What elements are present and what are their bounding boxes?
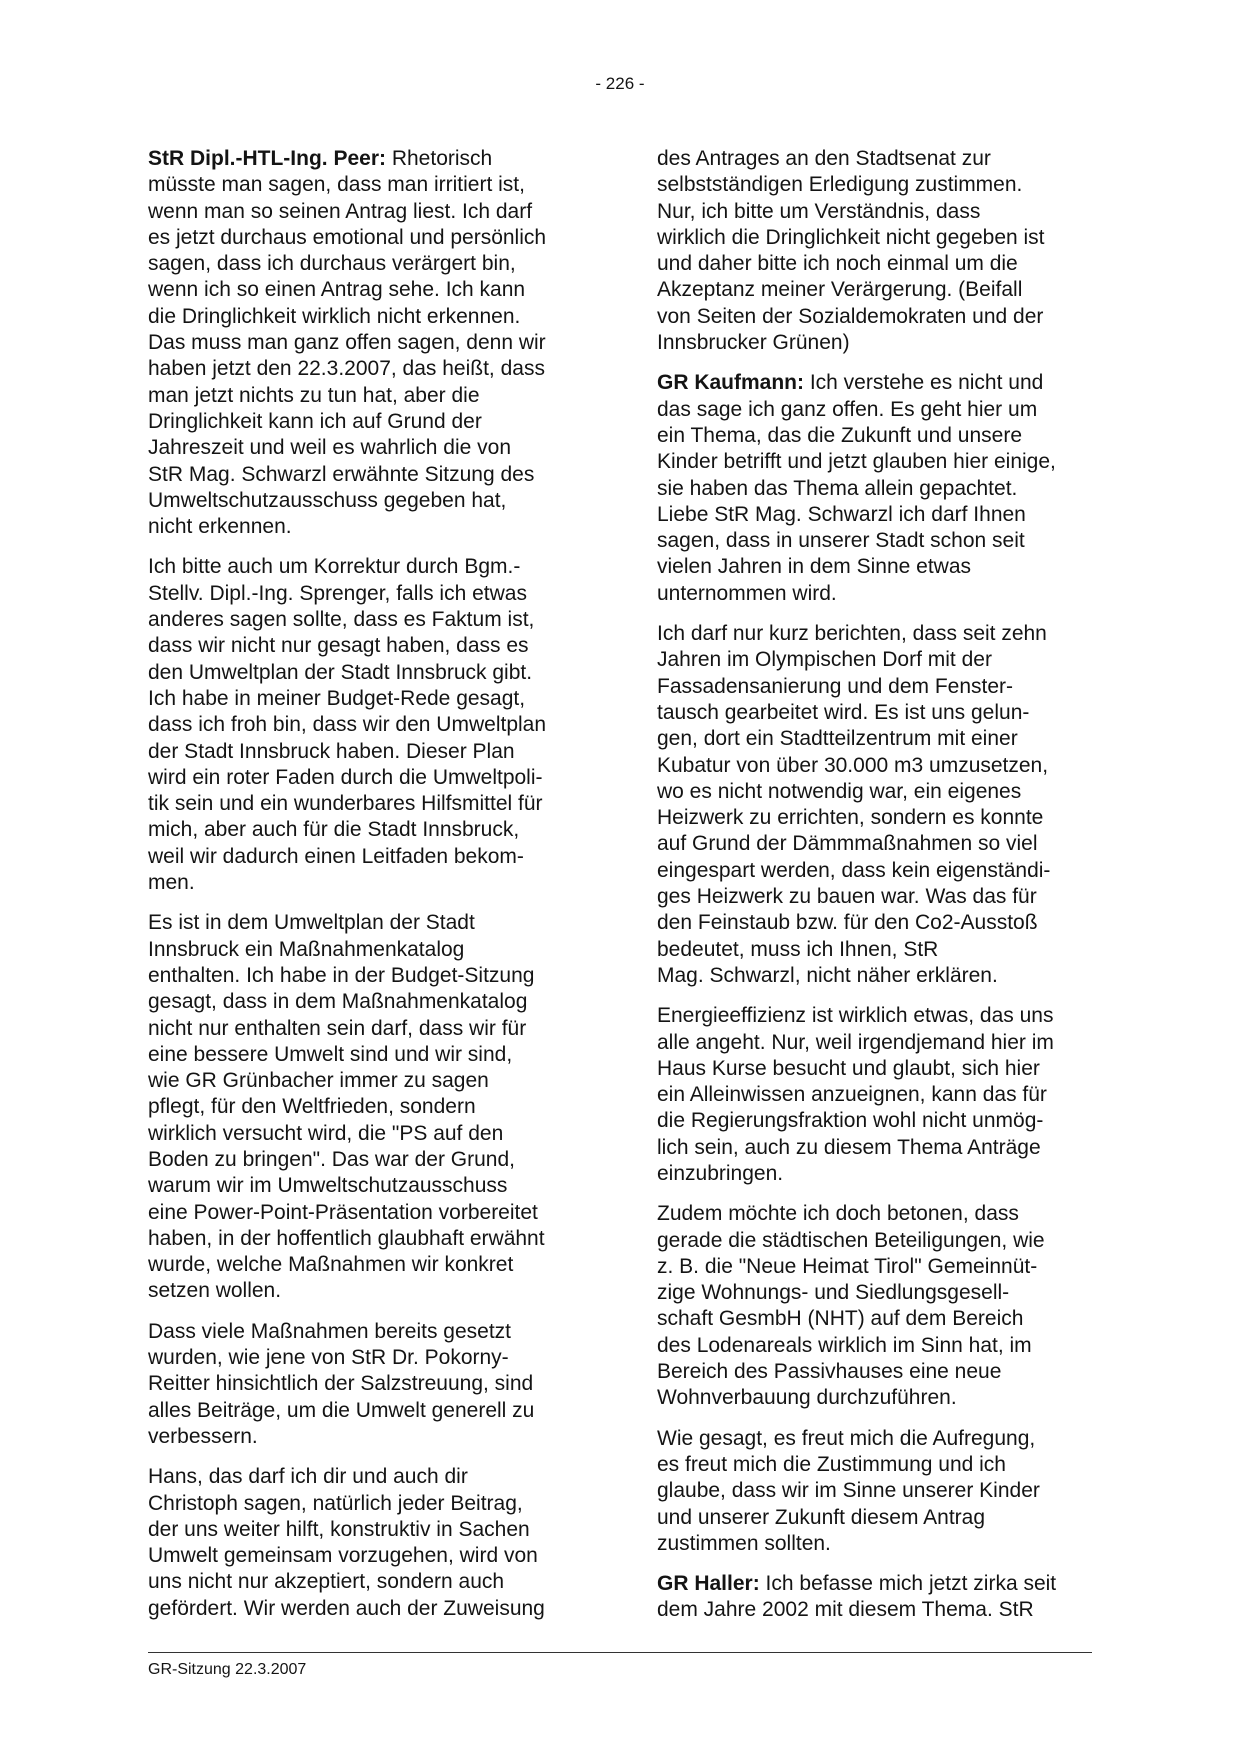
- paragraph: [148, 1319, 593, 1450]
- text-line: StR Mag. Schwarzl erwähnte Sitzung des: [148, 462, 535, 486]
- text-line: wird ein roter Faden durch die Umweltpoli-: [148, 765, 543, 789]
- text-line: anderes sagen sollte, dass es Faktum ist,: [148, 608, 535, 632]
- text-line: alles Beiträge, um die Umwelt generell zu: [148, 1398, 535, 1422]
- text-line: nicht erkennen.: [148, 515, 292, 539]
- paragraph: [148, 1464, 593, 1622]
- speaker-name: StR Dipl.-HTL-Ing. Peer:: [148, 147, 386, 170]
- speaker-name: GR Haller:: [657, 1572, 760, 1596]
- speaker-text: Ich befasse mich jetzt zirka seit: [759, 1572, 1057, 1596]
- left-column: [148, 146, 593, 1636]
- text-line: Boden zu bringen". Das war der Grund,: [148, 1147, 515, 1171]
- text-line: Dass viele Maßnahmen bereits gesetzt: [148, 1319, 511, 1343]
- text-line: weil wir dadurch einen Leitfaden bekom-: [148, 844, 524, 868]
- text-line: verbessern.: [148, 1424, 258, 1448]
- text-line: Liebe StR Mag. Schwarzl ich darf Ihnen: [657, 502, 1026, 526]
- text-line: ein Alleinwissen anzueignen, kann das für: [657, 1083, 1047, 1107]
- text-line: und daher bitte ich noch einmal um die: [657, 252, 1018, 276]
- text-line: Wie gesagt, es freut mich die Aufregung,: [657, 1426, 1036, 1450]
- text-line: man jetzt nichts zu tun hat, aber die: [148, 383, 480, 407]
- text-line: pflegt, für den Weltfrieden, sondern: [148, 1095, 476, 1119]
- right-column: [657, 146, 1102, 1638]
- text-line: Es ist in dem Umweltplan der Stadt: [148, 911, 475, 935]
- text-line: einzubringen.: [657, 1161, 784, 1185]
- text-line: men.: [148, 871, 195, 895]
- text-line: warum wir im Umweltschutzausschuss: [148, 1174, 508, 1198]
- paragraph: [657, 621, 1102, 989]
- text-line: selbstständigen Erledigung zustimmen.: [657, 173, 1023, 197]
- paragraph: [657, 370, 1102, 607]
- text-line: enthalten. Ich habe in der Budget-Sitzung: [148, 963, 535, 987]
- text-line: wenn man so seinen Antrag liest. Ich darf: [148, 199, 533, 223]
- text-line: Energieeffizienz ist wirklich etwas, das uns: [657, 1004, 1054, 1028]
- text-line: Kinder betrifft und jetzt glauben hier einige,: [657, 450, 1056, 474]
- text-line: Zudem möchte ich doch betonen, dass: [657, 1202, 1019, 1226]
- text-line: Umwelt gemeinsam vorzugehen, wird von: [148, 1544, 538, 1568]
- text-line: nicht nur enthalten sein darf, dass wir für: [148, 1016, 527, 1040]
- text-line: wie GR Grünbacher immer zu sagen: [148, 1069, 489, 1093]
- text-line: Umweltschutzausschuss gegeben hat,: [148, 488, 507, 512]
- text-line: Akzeptanz meiner Verärgerung. (Beifall: [657, 278, 1023, 302]
- text-line: haben, in der hoffentlich glaubhaft erwähnt: [148, 1226, 545, 1250]
- text-line: z. B. die "Neue Heimat Tirol" Gemeinnüt-: [657, 1254, 1038, 1278]
- text-line: Christoph sagen, natürlich jeder Beitrag,: [148, 1491, 523, 1515]
- text-line: unternommen wird.: [657, 581, 837, 605]
- text-line: gerade die städtischen Beteiligungen, wie: [657, 1228, 1045, 1252]
- text-line: bedeutet, muss ich Ihnen, StR: [657, 937, 939, 961]
- text-line: Ich darf nur kurz berichten, dass seit zehn: [657, 622, 1047, 646]
- text-line: haben jetzt den 22.3.2007, das heißt, dass: [148, 357, 545, 381]
- text-line: Jahreszeit und weil es wahrlich die von: [148, 436, 512, 460]
- text-line: den Umweltplan der Stadt Innsbruck gibt.: [148, 660, 533, 684]
- text-line: gefördert. Wir werden auch der Zuweisung: [148, 1596, 545, 1620]
- text-line: schaft GesmbH (NHT) auf dem Bereich: [657, 1307, 1024, 1331]
- paragraph: [657, 1571, 1102, 1624]
- text-line: ges Heizwerk zu bauen war. Was das für: [657, 885, 1037, 909]
- paragraph: [148, 910, 593, 1304]
- text-line: [657, 1571, 1102, 1597]
- speaker-text: Rhetorisch: [386, 147, 493, 170]
- text-line: Dringlichkeit kann ich auf Grund der: [148, 409, 482, 433]
- text-line: Innsbruck ein Maßnahmenkatalog: [148, 937, 465, 961]
- text-line: wenn ich so einen Antrag sehe. Ich kann: [148, 278, 526, 302]
- text-line: zustimmen sollten.: [657, 1531, 831, 1555]
- text-line: uns nicht nur akzeptiert, sondern auch: [148, 1570, 505, 1594]
- paragraph: [657, 1003, 1102, 1187]
- text-line: das sage ich ganz offen. Es geht hier um: [657, 397, 1038, 421]
- text-line: wirklich versucht wird, die "PS auf den: [148, 1121, 504, 1145]
- page-number: - 226 -: [595, 74, 645, 93]
- text-line: der Stadt Innsbruck haben. Dieser Plan: [148, 739, 515, 763]
- text-line: müsste man sagen, dass man irritiert ist,: [148, 173, 525, 197]
- text-line: Reitter hinsichtlich der Salzstreuung, sind: [148, 1372, 534, 1396]
- text-line: dem Jahre 2002 mit diesem Thema. StR: [657, 1598, 1034, 1622]
- text-line: Wohnverbauung durchzuführen.: [657, 1386, 957, 1410]
- text-line: sagen, dass ich durchaus verärgert bin,: [148, 252, 516, 276]
- text-line: auf Grund der Dämmmaßnahmen so viel: [657, 832, 1038, 856]
- text-line: Haus Kurse besucht und glaubt, sich hier: [657, 1056, 1040, 1080]
- footer-divider: [148, 1652, 1092, 1653]
- text-line: die Regierungsfraktion wohl nicht unmög-: [657, 1109, 1044, 1133]
- paragraph: [657, 1201, 1102, 1411]
- text-line: eine Power-Point-Präsentation vorbereitet: [148, 1200, 538, 1224]
- text-line: zige Wohnungs- und Siedlungsgesell-: [657, 1281, 1010, 1305]
- text-line: [657, 370, 1102, 396]
- speaker-name: GR Kaufmann:: [657, 371, 804, 395]
- text-line: lich sein, auch zu diesem Thema Anträge: [657, 1135, 1041, 1159]
- text-line: Fassadensanierung und dem Fenster-: [657, 674, 1014, 698]
- text-line: alle angeht. Nur, weil irgendjemand hier im: [657, 1030, 1054, 1054]
- text-line: tik sein und ein wunderbares Hilfsmittel für: [148, 792, 543, 816]
- paragraph: [148, 554, 593, 896]
- text-line: tausch gearbeitet wird. Es ist uns gelun-: [657, 700, 1030, 724]
- text-line: den Feinstaub bzw. für den Co2-Ausstoß: [657, 911, 1038, 935]
- text-line: setzen wollen.: [148, 1279, 282, 1303]
- text-line: eingespart werden, dass kein eigenständi-: [657, 858, 1051, 882]
- text-line: Ich habe in meiner Budget-Rede gesagt,: [148, 686, 526, 710]
- text-line: glaube, dass wir im Sinne unserer Kinder: [657, 1479, 1040, 1503]
- paragraph: [657, 146, 1102, 356]
- text-line: der uns weiter hilft, konstruktiv in Sachen: [148, 1517, 530, 1541]
- text-line: es jetzt durchaus emotional und persönlich: [148, 225, 547, 249]
- text-line: Mag. Schwarzl, nicht näher erklären.: [657, 963, 998, 987]
- text-line: Kubatur von über 30.000 m3 umzusetzen,: [657, 753, 1049, 777]
- text-line: vielen Jahren in dem Sinne etwas: [657, 555, 972, 579]
- text-line: dass ich froh bin, dass wir den Umweltplan: [148, 713, 547, 737]
- text-line: Innsbrucker Grünen): [657, 331, 850, 355]
- text-line: des Antrages an den Stadtsenat zur: [657, 147, 991, 170]
- paragraph: [657, 1426, 1102, 1557]
- text-line: gen, dort ein Stadtteilzentrum mit einer: [657, 727, 1018, 751]
- text-line: ein Thema, das die Zukunft und unsere: [657, 423, 1023, 447]
- text-line: Stellv. Dipl.-Ing. Sprenger, falls ich etwas: [148, 581, 527, 605]
- text-line: Ich bitte auch um Korrektur durch Bgm.-: [148, 555, 521, 579]
- text-line: Nur, ich bitte um Verständnis, dass: [657, 199, 981, 223]
- text-line: Hans, das darf ich dir und auch dir: [148, 1465, 468, 1489]
- text-line: und unserer Zukunft diesem Antrag: [657, 1505, 986, 1529]
- text-line: des Lodenareals wirklich im Sinn hat, im: [657, 1333, 1032, 1357]
- text-line: wurden, wie jene von StR Dr. Pokorny-: [148, 1346, 509, 1370]
- text-line: die Dringlichkeit wirklich nicht erkennen.: [148, 304, 521, 328]
- text-line: Das muss man ganz offen sagen, denn wir: [148, 331, 546, 355]
- text-line: es freut mich die Zustimmung und ich: [657, 1452, 1006, 1476]
- footer-session-label: GR-Sitzung 22.3.2007: [148, 1661, 307, 1678]
- text-line: wirklich die Dringlichkeit nicht gegeben ist: [657, 225, 1045, 249]
- text-line: [148, 146, 593, 172]
- text-line: Jahren im Olympischen Dorf mit der: [657, 648, 992, 672]
- text-line: dass wir nicht nur gesagt haben, dass es: [148, 634, 529, 658]
- text-line: von Seiten der Sozialdemokraten und der: [657, 304, 1044, 328]
- text-line: gesagt, dass in dem Maßnahmenkatalog: [148, 990, 528, 1014]
- text-line: Heizwerk zu errichten, sondern es konnte: [657, 806, 1044, 830]
- paragraph: [148, 146, 593, 540]
- text-line: Bereich des Passivhauses eine neue: [657, 1360, 1002, 1384]
- text-line: wo es nicht notwendig war, ein eigenes: [657, 779, 1022, 803]
- text-line: eine bessere Umwelt sind und wir sind,: [148, 1042, 513, 1066]
- text-line: wurde, welche Maßnahmen wir konkret: [148, 1253, 514, 1277]
- speaker-text: Ich verstehe es nicht und: [804, 371, 1044, 395]
- text-line: mich, aber auch für die Stadt Innsbruck,: [148, 818, 520, 842]
- text-line: sie haben das Thema allein gepachtet.: [657, 476, 1018, 500]
- text-line: sagen, dass in unserer Stadt schon seit: [657, 529, 1025, 553]
